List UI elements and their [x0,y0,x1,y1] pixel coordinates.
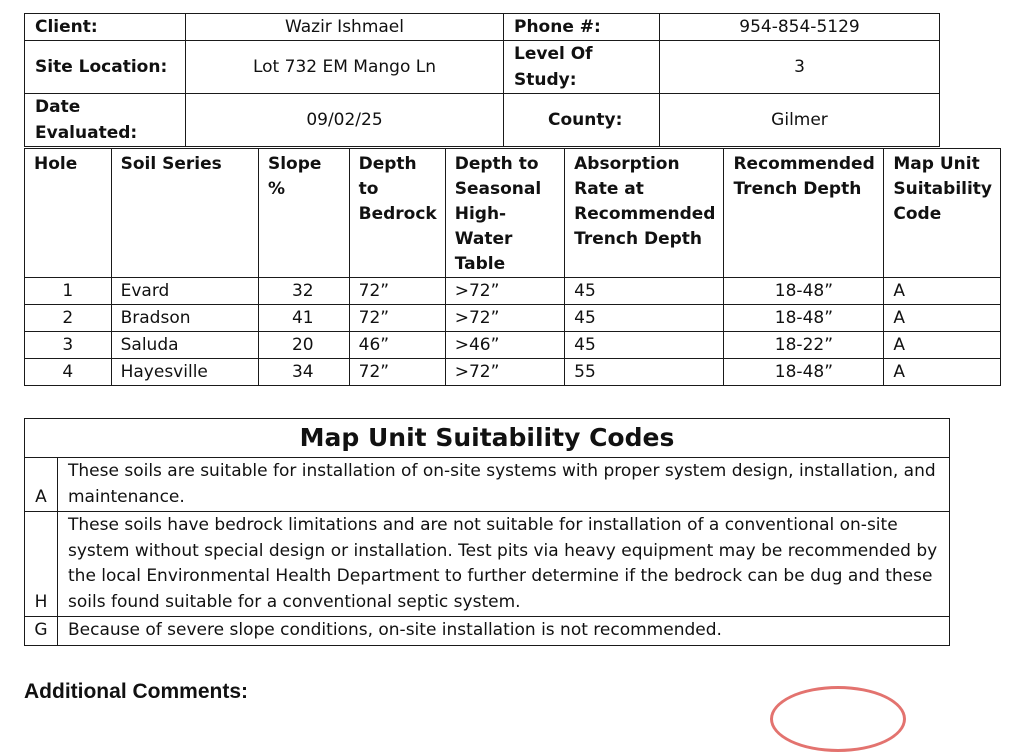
info-row [25,14,940,41]
header-hole: Hole [25,149,112,278]
header-absorption-rate: Absorption Rate at Recommended Trench Depth [565,149,724,278]
cell-suitability-code: A [884,359,1001,386]
level-label: Level Of Study: [504,41,660,94]
cell-slope: 32 [258,278,349,305]
table-row [25,359,1001,386]
county-value: Gilmer [660,94,940,147]
phone-label: Phone #: [504,14,660,41]
table-row [25,305,1001,332]
county-label: County: [504,94,660,147]
cell-depth-bedrock: 72” [349,359,445,386]
header-trench-depth: Recommended Trench Depth [724,149,884,278]
code-row [25,458,950,512]
cell-trench-depth: 18-48” [724,359,884,386]
cell-hole: 3 [25,332,112,359]
cell-depth-water-table: >72” [445,359,564,386]
site-value: Lot 732 EM Mango Ln [186,41,504,94]
info-row [25,41,940,94]
code-letter: A [25,458,58,512]
suitability-codes-table [24,418,950,646]
table-row [25,278,1001,305]
level-value: 3 [660,41,940,94]
code-row [25,617,950,646]
cell-trench-depth: 18-22” [724,332,884,359]
client-label: Client: [25,14,186,41]
codes-title: Map Unit Suitability Codes [25,419,950,458]
code-letter: G [25,617,58,646]
client-info-table [24,13,940,147]
cell-depth-water-table: >46” [445,332,564,359]
cell-soil-series: Bradson [111,305,258,332]
cell-depth-bedrock: 72” [349,278,445,305]
header-depth-water-table: Depth to Seasonal High-Water Table [445,149,564,278]
cell-slope: 20 [258,332,349,359]
cell-hole: 2 [25,305,112,332]
cell-depth-water-table: >72” [445,278,564,305]
cell-depth-bedrock: 72” [349,305,445,332]
cell-soil-series: Saluda [111,332,258,359]
cell-trench-depth: 18-48” [724,305,884,332]
cell-absorption-rate: 45 [565,305,724,332]
cell-depth-bedrock: 46” [349,332,445,359]
header-slope: Slope % [258,149,349,278]
soil-table-body [25,278,1001,386]
cell-slope: 34 [258,359,349,386]
cell-depth-water-table: >72” [445,305,564,332]
additional-comments-heading: Additional Comments: [24,680,248,703]
cell-absorption-rate: 45 [565,278,724,305]
phone-value: 954-854-5129 [660,14,940,41]
cell-trench-depth: 18-48” [724,278,884,305]
table-header-row [25,149,1001,278]
header-suitability-code: Map Unit Suitability Code [884,149,1001,278]
cell-absorption-rate: 55 [565,359,724,386]
stamp-seal [770,686,906,752]
code-description: These soils are suitable for installation of on-site systems with proper system design, installation, and maintenance. [58,458,950,512]
cell-suitability-code: A [884,305,1001,332]
date-label: Date Evaluated: [25,94,186,147]
header-depth-bedrock: Depth to Bedrock [349,149,445,278]
cell-soil-series: Hayesville [111,359,258,386]
date-value: 09/02/25 [186,94,504,147]
info-row [25,94,940,147]
cell-slope: 41 [258,305,349,332]
cell-absorption-rate: 45 [565,332,724,359]
soil-evaluation-table [24,148,1001,386]
client-value: Wazir Ishmael [186,14,504,41]
code-row [25,512,950,617]
cell-soil-series: Evard [111,278,258,305]
code-letter: H [25,512,58,617]
cell-suitability-code: A [884,332,1001,359]
code-description: These soils have bedrock limitations and are not suitable for installation of a conventional on-site system without special design or installation. Test pits via heavy equipment may be recommended by the local Environmental Health Department to further determine if the bedrock can be dug and these soils found suitable for a conventional septic system. [58,512,950,617]
cell-hole: 1 [25,278,112,305]
header-soil-series: Soil Series [111,149,258,278]
cell-hole: 4 [25,359,112,386]
cell-suitability-code: A [884,278,1001,305]
table-row [25,332,1001,359]
site-label: Site Location: [25,41,186,94]
code-description: Because of severe slope conditions, on-site installation is not recommended. [58,617,950,646]
